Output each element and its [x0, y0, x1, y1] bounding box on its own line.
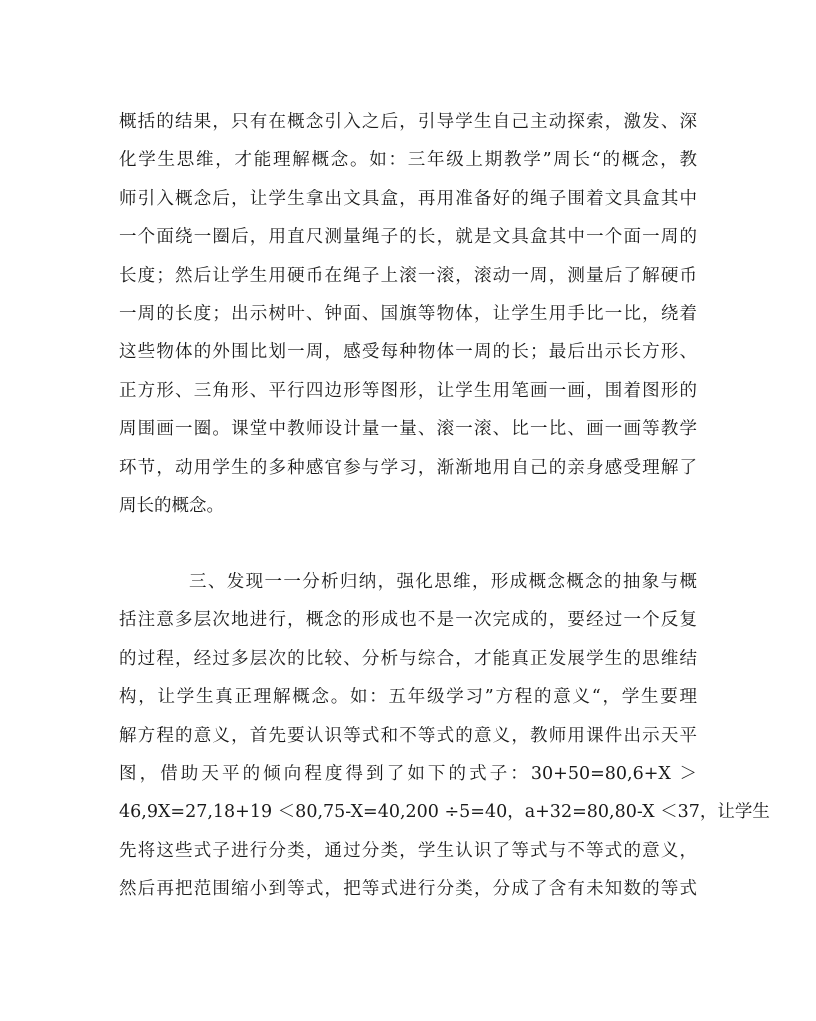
text-line: 环节，动用学生的多种感官参与学习，渐渐地用自己的亲身感受理解了 — [119, 457, 697, 478]
text-line: 长度；然后让学生用硬币在绳子上滚一滚，滚动一周，测量后了解硬币 — [119, 265, 697, 286]
text-line: 师引入概念后，让学生拿出文具盒，再用准备好的绳子围着文具盒其中 — [119, 188, 697, 209]
text-line: 括注意多层次地进行，概念的形成也不是一次完成的，要经过一个反复 — [119, 610, 697, 631]
paragraph-perimeter-example — [119, 103, 697, 525]
text-line: 概括的结果，只有在概念引入之后，引导学生自己主动探索，激发、深 — [119, 112, 697, 132]
text-line: 化学生思维，才能理解概念。如：三年级上期教学”周长“的概念，教 — [119, 150, 697, 171]
text-line: 一个面绕一圈后，用直尺测量绳子的长，就是文具盒其中一个面一周的 — [119, 227, 697, 248]
text-line: 先将这些式子进行分类，通过分类，学生认识了等式与不等式的意义， — [119, 840, 697, 861]
text-line: 解方程的意义，首先要认识等式和不等式的意义，教师用课件出示天平 — [119, 725, 697, 746]
paragraph-section-three — [119, 563, 770, 909]
text-line: 然后再把范围缩小到等式，把等式进行分类，分成了含有未知数的等式 — [119, 879, 697, 900]
text-line: 的过程，经过多层次的比较、分析与综合，才能真正发展学生的思维结 — [119, 648, 697, 669]
text-line: 周围画一圈。课堂中教师设计量一量、滚一滚、比一比、画一画等教学 — [119, 419, 697, 440]
text-line: 周长的概念。 — [119, 495, 224, 516]
section-heading-line: 三、发现一一分析归纳，强化思维，形成概念概念的抽象与概 — [189, 572, 697, 592]
text-line: 构，让学生真正理解概念。如：五年级学习”方程的意义“，学生要理 — [119, 687, 697, 708]
text-line: 46,9X=27,18+19 ＜80,75-X=40,200 ÷5=40，a+32=80,80-X ＜37，让学生 — [119, 802, 770, 823]
text-line: 一周的长度；出示树叶、钟面、国旗等物体，让学生用手比一比，绕着 — [119, 303, 697, 324]
text-line: 图，借助天平的倾向程度得到了如下的式子：30+50=80,6+X ＞ — [119, 763, 697, 784]
text-line: 正方形、三角形、平行四边形等图形，让学生用笔画一画，围着图形的 — [119, 380, 697, 401]
text-line: 这些物体的外围比划一周，感受每种物体一周的长；最后出示长方形、 — [119, 342, 697, 363]
